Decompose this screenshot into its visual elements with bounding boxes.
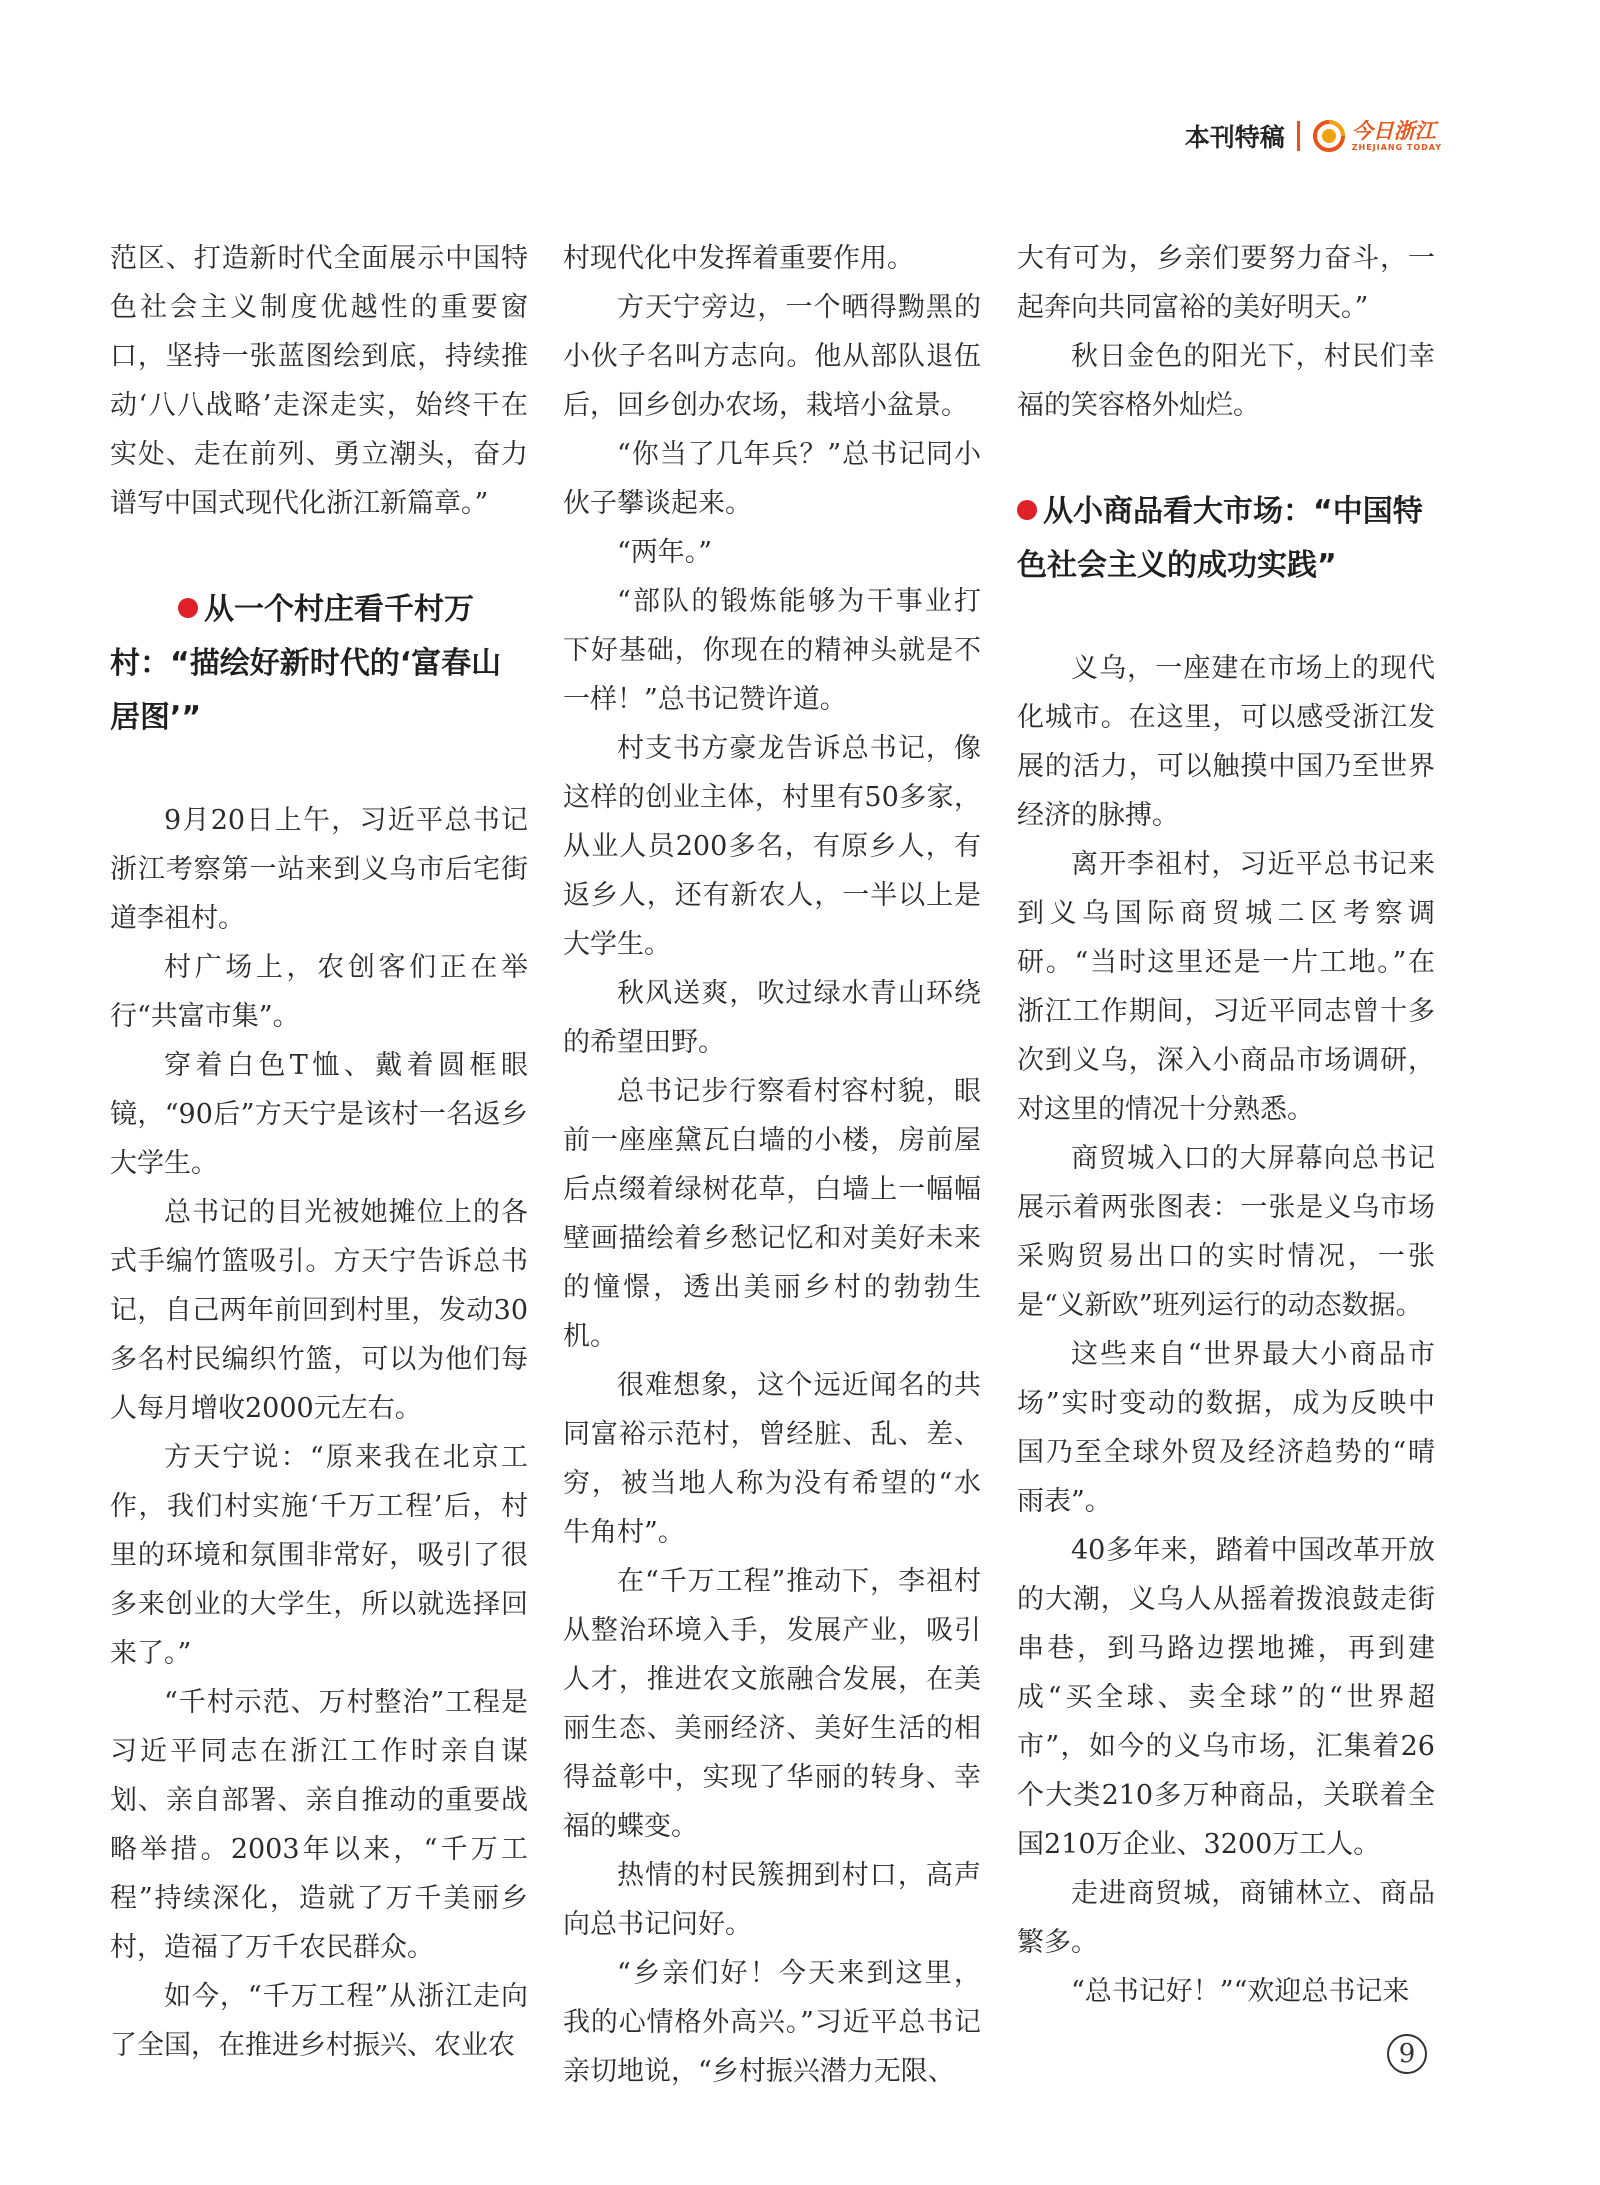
paragraph: 9月20日上午，习近平总书记浙江考察第一站来到义乌市后宅街道李祖村。 bbox=[110, 805, 528, 934]
section-label: 本刊特稿 bbox=[1184, 123, 1285, 152]
paragraph: 总书记步行察看村容村貌，眼前一座座黛瓦白墙的小楼，房前屋后点缀着绿树花草，白墙上一幅幅壁画描绘着乡愁记忆和对美好未来的憧憬，透出美丽乡村的勃勃生机。 bbox=[563, 1076, 981, 1352]
paragraph: “千村示范、万村整治”工程是习近平同志在浙江工作时亲自谋划、亲自部署、亲自推动的重要战略举措。2003年以来，“千万工程”持续深化，造就了万千美丽乡村，造福了万千农民群众。 bbox=[110, 1687, 528, 1963]
paragraph: 方天宁旁边，一个晒得黝黑的小伙子名叫方志向。他从部队退伍后，回乡创办农场，栽培小盆景。 bbox=[563, 292, 981, 421]
paragraph: 离开李祖村，习近平总书记来到义乌国际商贸城二区考察调研。“当时这里还是一片工地。”在浙江工作期间，习近平同志曾十多次到义乌，深入小商品市场调研，对这里的情况十分熟悉。 bbox=[1017, 849, 1435, 1125]
header-divider bbox=[1297, 121, 1300, 151]
column-1 bbox=[110, 234, 528, 2070]
paragraph: 40多年来，踏着中国改革开放的大潮，义乌人从摇着拨浪鼓走街串巷，到马路边摆地摊，再到建成“买全球、卖全球”的“世界超市”，如今的义乌市场，汇集着26个大类210多万种商品，关联着全国210万企业、3200万工人。 bbox=[1017, 1535, 1435, 1860]
paragraph: “两年。” bbox=[617, 537, 713, 568]
paragraph: “乡亲们好！今天来到这里，我的心情格外高兴。”习近平总书记亲切地说，“乡村振兴潜力无限、 bbox=[563, 1958, 981, 2087]
paragraph: “部队的锻炼能够为干事业打下好基础，你现在的精神头就是不一样！”总书记赞许道。 bbox=[563, 586, 981, 715]
paragraph: 范区、打造新时代全面展示中国特色社会主义制度优越性的重要窗口，坚持一张蓝图绘到底，持续推动‘八八战略’走深走实，始终干在实处、走在前列、勇立潮头，奋力谱写中国式现代化浙江新篇章。” bbox=[110, 243, 528, 519]
paragraph: “你当了几年兵？”总书记同小伙子攀谈起来。 bbox=[563, 439, 981, 519]
paragraph: 大有可为，乡亲们要努力奋斗，一起奔向共同富裕的美好明天。” bbox=[1017, 243, 1435, 323]
paragraph: “总书记好！”“欢迎总书记来 bbox=[1071, 1976, 1410, 2007]
column-3 bbox=[1017, 234, 1435, 2016]
paragraph: 热情的村民簇拥到村口，高声向总书记问好。 bbox=[563, 1860, 981, 1940]
section-heading: 从一个村庄看千村万村：“描绘好新时代的‘富春山居图’” bbox=[110, 592, 502, 735]
paragraph: 很难想象，这个远近闻名的共同富裕示范村，曾经脏、乱、差、穷，被当地人称为没有希望的“水牛角村”。 bbox=[563, 1370, 981, 1548]
page-header bbox=[1185, 118, 1442, 154]
brand-name-en: ZHEJIANG TODAY bbox=[1351, 142, 1442, 152]
paragraph: 总书记的目光被她摊位上的各式手编竹篮吸引。方天宁告诉总书记，自己两年前回到村里，发动30多名村民编织竹篮，可以为他们每人每月增收2000元左右。 bbox=[110, 1197, 528, 1424]
bullet-dot-icon bbox=[178, 598, 198, 618]
paragraph: 秋日金色的阳光下，村民们幸福的笑容格外灿烂。 bbox=[1017, 341, 1435, 421]
brand-logo-icon bbox=[1312, 119, 1346, 153]
paragraph: 穿着白色T恤、戴着圆框眼镜，“90后”方天宁是该村一名返乡大学生。 bbox=[110, 1050, 528, 1179]
paragraph: 在“千万工程”推动下，李祖村从整治环境入手，发展产业，吸引人才，推进农文旅融合发展，在美丽生态、美丽经济、美好生活的相得益彰中，实现了华丽的转身、幸福的蝶变。 bbox=[563, 1566, 981, 1842]
brand-name: 今日浙江 bbox=[1351, 118, 1436, 143]
paragraph: 走进商贸城，商铺林立、商品繁多。 bbox=[1017, 1878, 1435, 1958]
paragraph: 方天宁说：“原来我在北京工作，我们村实施‘千万工程’后，村里的环境和氛围非常好，吸引了很多来创业的大学生，所以就选择回来了。” bbox=[110, 1442, 528, 1669]
section-heading: 从小商品看大市场：“中国特色社会主义的成功实践” bbox=[1017, 494, 1423, 583]
bullet-dot-icon bbox=[1017, 500, 1037, 520]
paragraph: 村现代化中发挥着重要作用。 bbox=[563, 243, 914, 274]
paragraph: 村支书方豪龙告诉总书记，像这样的创业主体，村里有50多家，从业人员200多名，有原乡人，有返乡人，还有新农人，一半以上是大学生。 bbox=[563, 733, 981, 960]
brand-logo bbox=[1312, 119, 1442, 153]
page-number: 9 bbox=[1387, 2034, 1427, 2074]
paragraph: 如今，“千万工程”从浙江走向了全国，在推进乡村振兴、农业农 bbox=[110, 1981, 528, 2061]
paragraph: 秋风送爽，吹过绿水青山环绕的希望田野。 bbox=[563, 978, 981, 1058]
paragraph: 义乌，一座建在市场上的现代化城市。在这里，可以感受浙江发展的活力，可以触摸中国乃至世界经济的脉搏。 bbox=[1017, 653, 1435, 831]
paragraph: 商贸城入口的大屏幕向总书记展示着两张图表：一张是义乌市场采购贸易出口的实时情况，一张是“义新欧”班列运行的动态数据。 bbox=[1017, 1143, 1435, 1321]
column-2 bbox=[563, 234, 981, 2096]
paragraph: 村广场上，农创客们正在举行“共富市集”。 bbox=[110, 952, 528, 1032]
paragraph: 这些来自“世界最大小商品市场”实时变动的数据，成为反映中国乃至全球外贸及经济趋势的“晴雨表”。 bbox=[1017, 1339, 1435, 1517]
